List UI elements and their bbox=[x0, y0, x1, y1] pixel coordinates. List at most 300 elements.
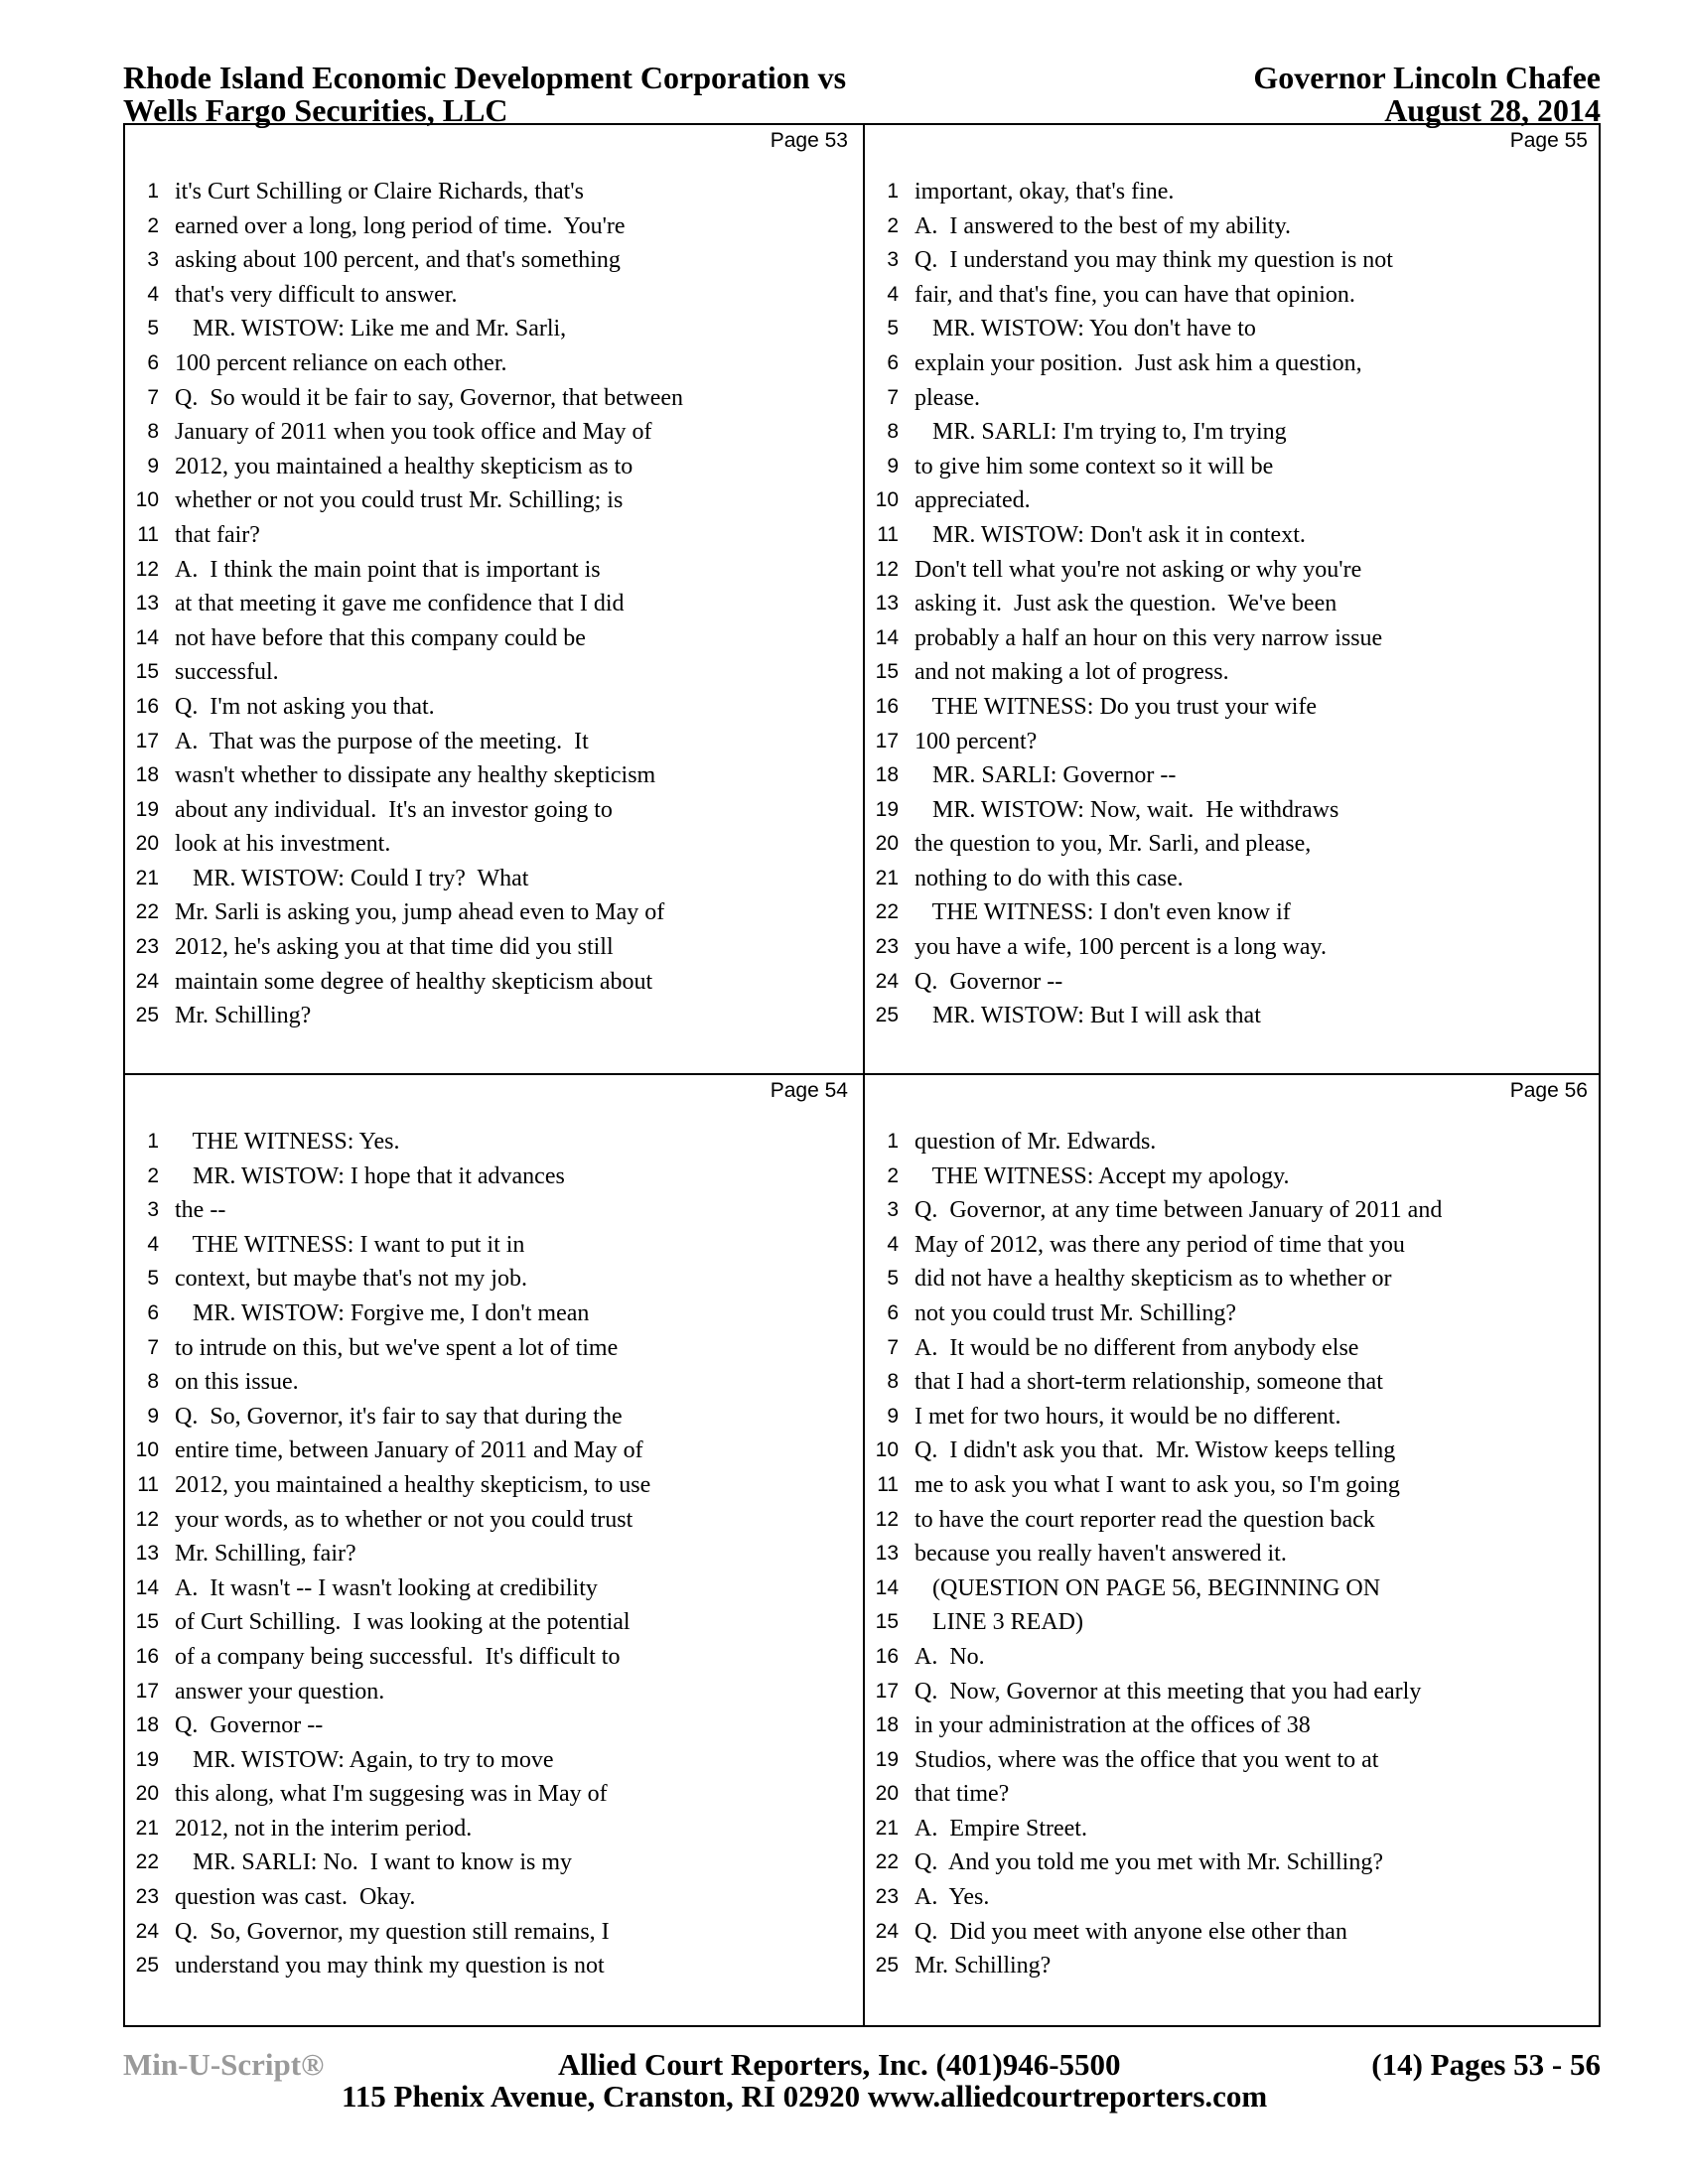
line-text: the question to you, Mr. Sarli, and please, bbox=[914, 831, 1312, 858]
line-number: 8 bbox=[147, 1370, 159, 1394]
case-title-line-1: Rhode Island Economic Development Corporation vs bbox=[123, 60, 847, 95]
line-number: 14 bbox=[875, 1575, 899, 1599]
line-number: 14 bbox=[135, 625, 159, 649]
line-text: your words, as to whether or not you could trust bbox=[175, 1506, 633, 1533]
line-number: 12 bbox=[875, 1507, 899, 1531]
line-number: 18 bbox=[875, 763, 899, 787]
transcript-line bbox=[125, 655, 862, 690]
line-number: 20 bbox=[875, 1782, 899, 1806]
transcript-line bbox=[865, 1262, 1602, 1297]
transcript-line bbox=[125, 621, 862, 656]
transcript-line bbox=[865, 621, 1602, 656]
line-number: 7 bbox=[887, 385, 899, 409]
transcript-line bbox=[125, 1743, 862, 1778]
line-number: 16 bbox=[875, 1644, 899, 1668]
line-text: Studios, where was the office that you went to at bbox=[914, 1746, 1379, 1773]
transcript-line bbox=[865, 758, 1602, 793]
transcript-line bbox=[125, 1193, 862, 1228]
line-text: about any individual. It's an investor going to bbox=[175, 796, 613, 823]
line-number: 25 bbox=[135, 1004, 159, 1027]
transcript-line bbox=[865, 518, 1602, 553]
page-number-label: Page 56 bbox=[1509, 1079, 1588, 1102]
transcript-line bbox=[125, 1845, 862, 1880]
line-number: 13 bbox=[875, 592, 899, 615]
line-number: 10 bbox=[875, 488, 899, 512]
line-text: MR. WISTOW: You don't have to bbox=[914, 316, 1256, 342]
line-text: me to ask you what I want to ask you, so I'm going bbox=[914, 1471, 1400, 1498]
line-text: THE WITNESS: I want to put it in bbox=[175, 1231, 525, 1258]
transcript-line bbox=[865, 1605, 1602, 1640]
line-number: 21 bbox=[875, 1816, 899, 1840]
line-number: 12 bbox=[875, 557, 899, 581]
line-text: A. I think the main point that is important is bbox=[175, 556, 601, 583]
line-number: 25 bbox=[875, 1004, 899, 1027]
line-number: 24 bbox=[875, 969, 899, 993]
line-number: 1 bbox=[887, 180, 899, 203]
transcript-line bbox=[865, 1571, 1602, 1606]
line-number: 14 bbox=[135, 1575, 159, 1599]
transcript-line bbox=[865, 930, 1602, 965]
line-text: this along, what I'm suggesing was in May of bbox=[175, 1781, 608, 1808]
line-text: Mr. Sarli is asking you, jump ahead even to May of bbox=[175, 899, 665, 926]
transcript-line bbox=[125, 1262, 862, 1297]
transcript-line bbox=[865, 1845, 1602, 1880]
transcript-line bbox=[865, 1433, 1602, 1468]
line-number: 23 bbox=[875, 1885, 899, 1909]
line-text: probably a half an hour on this very narrow issue bbox=[914, 624, 1383, 651]
transcript-line bbox=[125, 175, 862, 209]
transcript-line bbox=[865, 827, 1602, 862]
line-text: THE WITNESS: Accept my apology. bbox=[914, 1162, 1290, 1189]
line-number: 24 bbox=[135, 969, 159, 993]
transcript-line bbox=[865, 1365, 1602, 1400]
line-number: 13 bbox=[875, 1542, 899, 1566]
line-text: 100 percent? bbox=[914, 728, 1038, 754]
transcript-line bbox=[865, 1777, 1602, 1812]
transcript-page bbox=[125, 1075, 862, 2023]
line-number: 11 bbox=[137, 1472, 159, 1496]
transcript-page bbox=[865, 125, 1602, 1073]
line-number: 9 bbox=[887, 454, 899, 478]
line-text: to give him some context so it will be bbox=[914, 453, 1274, 479]
transcript-line bbox=[865, 1228, 1602, 1263]
transcript-line bbox=[865, 1675, 1602, 1709]
transcript-line bbox=[125, 999, 862, 1033]
line-text: in your administration at the offices of 38 bbox=[914, 1712, 1311, 1739]
line-number: 22 bbox=[135, 1850, 159, 1874]
line-text: and not making a lot of progress. bbox=[914, 659, 1229, 686]
line-number: 9 bbox=[887, 1404, 899, 1428]
line-number: 10 bbox=[135, 1438, 159, 1462]
line-text: MR. WISTOW: I hope that it advances bbox=[175, 1162, 565, 1189]
line-text: context, but maybe that's not my job. bbox=[175, 1266, 527, 1293]
deponent-info bbox=[1253, 62, 1601, 127]
line-text: LINE 3 READ) bbox=[914, 1609, 1083, 1636]
transcript-line bbox=[865, 725, 1602, 759]
transcript-line bbox=[865, 1125, 1602, 1160]
line-text: not you could trust Mr. Schilling? bbox=[914, 1299, 1236, 1326]
transcript-line bbox=[865, 655, 1602, 690]
line-number: 12 bbox=[135, 1507, 159, 1531]
transcript-line bbox=[125, 1777, 862, 1812]
transcript-line bbox=[125, 1400, 862, 1434]
line-number: 20 bbox=[135, 832, 159, 856]
line-number: 2 bbox=[147, 213, 159, 237]
transcript-line bbox=[125, 1571, 862, 1606]
line-text: that time? bbox=[914, 1781, 1010, 1808]
line-text: Q. Did you meet with anyone else other than bbox=[914, 1918, 1347, 1945]
transcript-line bbox=[125, 450, 862, 484]
line-text: A. It would be no different from anybody else bbox=[914, 1334, 1359, 1361]
transcript-line bbox=[125, 1812, 862, 1846]
line-text: explain your position. Just ask him a question, bbox=[914, 349, 1362, 376]
line-number: 8 bbox=[887, 1370, 899, 1394]
line-text: important, okay, that's fine. bbox=[914, 179, 1175, 205]
line-text: that's very difficult to answer. bbox=[175, 281, 458, 308]
line-text: that fair? bbox=[175, 521, 260, 548]
line-text: you have a wife, 100 percent is a long way. bbox=[914, 934, 1327, 961]
line-number: 4 bbox=[147, 282, 159, 306]
line-text: successful. bbox=[175, 659, 279, 686]
line-text: May of 2012, was there any period of time that you bbox=[914, 1231, 1405, 1258]
transcript-line bbox=[125, 1915, 862, 1950]
line-text: I met for two hours, it would be no different. bbox=[914, 1403, 1341, 1430]
transcript-line bbox=[865, 690, 1602, 725]
transcript-line bbox=[865, 175, 1602, 209]
transcript-line bbox=[125, 690, 862, 725]
line-number: 3 bbox=[887, 248, 899, 272]
line-number: 11 bbox=[877, 1472, 899, 1496]
line-text: the -- bbox=[175, 1197, 226, 1224]
transcript-line bbox=[865, 450, 1602, 484]
line-text: Q. Governor, at any time between January of 2011 and bbox=[914, 1197, 1443, 1224]
line-text: not have before that this company could be bbox=[175, 624, 586, 651]
line-number: 17 bbox=[875, 729, 899, 752]
line-text: MR. WISTOW: Don't ask it in context. bbox=[914, 521, 1306, 548]
transcript-line bbox=[125, 1605, 862, 1640]
line-number: 20 bbox=[135, 1782, 159, 1806]
line-text: it's Curt Schilling or Claire Richards, that's bbox=[175, 179, 584, 205]
line-number: 23 bbox=[135, 1885, 159, 1909]
line-number: 24 bbox=[135, 1919, 159, 1943]
transcript-line bbox=[125, 1228, 862, 1263]
line-text: 2012, not in the interim period. bbox=[175, 1815, 473, 1842]
transcript-page bbox=[865, 1075, 1602, 2023]
transcript-line bbox=[865, 346, 1602, 381]
line-text: THE WITNESS: Do you trust your wife bbox=[914, 693, 1318, 720]
transcript-line bbox=[865, 1193, 1602, 1228]
transcript-line bbox=[865, 1812, 1602, 1846]
line-number: 2 bbox=[147, 1163, 159, 1187]
transcript-line bbox=[865, 1915, 1602, 1950]
transcript-line bbox=[125, 1949, 862, 1983]
transcript-line bbox=[125, 1468, 862, 1503]
line-number: 17 bbox=[135, 729, 159, 752]
transcript-line bbox=[865, 553, 1602, 588]
line-text: THE WITNESS: I don't even know if bbox=[914, 899, 1291, 926]
transcript-grid bbox=[123, 123, 1601, 2027]
line-number: 13 bbox=[135, 1542, 159, 1566]
transcript-line bbox=[125, 1503, 862, 1538]
line-number: 18 bbox=[875, 1713, 899, 1737]
reporter-address: 115 Phenix Avenue, Cranston, RI 02920 www.alliedcourtreporters.com bbox=[342, 2079, 1268, 2114]
transcript-line bbox=[125, 518, 862, 553]
line-number: 5 bbox=[147, 1267, 159, 1291]
line-number: 15 bbox=[135, 1610, 159, 1634]
deposition-date: August 28, 2014 bbox=[1384, 92, 1601, 128]
line-text: Q. So, Governor, my question still remains, I bbox=[175, 1918, 610, 1945]
line-number: 20 bbox=[875, 832, 899, 856]
transcript-line bbox=[125, 793, 862, 828]
line-text: to have the court reporter read the question back bbox=[914, 1506, 1375, 1533]
line-number: 7 bbox=[147, 1335, 159, 1359]
line-number: 7 bbox=[887, 1335, 899, 1359]
line-text: MR. SARLI: I'm trying to, I'm trying bbox=[914, 419, 1287, 446]
transcript-line bbox=[865, 415, 1602, 450]
reporter-company: Allied Court Reporters, Inc. (401)946-5500 bbox=[558, 2047, 1121, 2082]
line-number: 22 bbox=[135, 900, 159, 924]
line-number: 19 bbox=[135, 1747, 159, 1771]
line-number: 18 bbox=[135, 763, 159, 787]
line-text: fair, and that's fine, you can have that opinion. bbox=[914, 281, 1355, 308]
line-text: A. Yes. bbox=[914, 1884, 990, 1911]
line-text: question was cast. Okay. bbox=[175, 1884, 416, 1911]
line-number: 15 bbox=[135, 660, 159, 684]
transcript-line bbox=[125, 862, 862, 896]
transcript-line bbox=[125, 209, 862, 244]
case-title-line-2: Wells Fargo Securities, LLC bbox=[123, 92, 508, 128]
line-text: earned over a long, long period of time. You're bbox=[175, 212, 626, 239]
line-text: at that meeting it gave me confidence that I did bbox=[175, 591, 625, 617]
line-number: 15 bbox=[875, 660, 899, 684]
line-text: 2012, he's asking you at that time did you still bbox=[175, 934, 614, 961]
line-number: 6 bbox=[887, 350, 899, 374]
transcript-line bbox=[125, 965, 862, 1000]
line-number: 21 bbox=[135, 866, 159, 889]
line-number: 5 bbox=[887, 1267, 899, 1291]
transcript-line bbox=[865, 1468, 1602, 1503]
transcript-line bbox=[125, 483, 862, 518]
transcript-line bbox=[125, 312, 862, 346]
line-number: 22 bbox=[875, 1850, 899, 1874]
deponent-name: Governor Lincoln Chafee bbox=[1253, 60, 1601, 95]
line-text: on this issue. bbox=[175, 1369, 299, 1396]
line-number: 8 bbox=[147, 420, 159, 444]
line-number: 16 bbox=[135, 1644, 159, 1668]
line-number: 23 bbox=[875, 935, 899, 959]
line-number: 17 bbox=[135, 1679, 159, 1703]
line-text: MR. WISTOW: Could I try? What bbox=[175, 865, 529, 891]
transcript-line bbox=[125, 278, 862, 313]
transcript-line bbox=[865, 1743, 1602, 1778]
line-text: wasn't whether to dissipate any healthy skepticism bbox=[175, 762, 656, 789]
transcript-line bbox=[865, 483, 1602, 518]
line-text: Q. Now, Governor at this meeting that you had early bbox=[914, 1678, 1422, 1705]
page-range: (14) Pages 53 - 56 bbox=[1371, 2047, 1601, 2082]
line-number: 25 bbox=[875, 1954, 899, 1978]
page-number-label: Page 53 bbox=[770, 129, 848, 152]
transcript-line bbox=[865, 1880, 1602, 1915]
line-text: understand you may think my question is not bbox=[175, 1953, 605, 1979]
transcript-line bbox=[865, 1331, 1602, 1366]
transcript-line bbox=[865, 793, 1602, 828]
line-number: 6 bbox=[147, 350, 159, 374]
case-title bbox=[123, 62, 846, 127]
transcript-line bbox=[865, 1160, 1602, 1194]
line-number: 4 bbox=[887, 282, 899, 306]
line-text: Q. I'm not asking you that. bbox=[175, 693, 435, 720]
line-text: Mr. Schilling? bbox=[914, 1953, 1052, 1979]
line-text: asking it. Just ask the question. We've been bbox=[914, 591, 1337, 617]
line-text: asking about 100 percent, and that's something bbox=[175, 247, 621, 274]
transcript-line bbox=[125, 1537, 862, 1571]
line-number: 5 bbox=[887, 317, 899, 341]
line-number: 25 bbox=[135, 1954, 159, 1978]
transcript-line bbox=[865, 895, 1602, 930]
line-text: answer your question. bbox=[175, 1678, 385, 1705]
line-number: 16 bbox=[135, 694, 159, 718]
line-number: 18 bbox=[135, 1713, 159, 1737]
line-number: 21 bbox=[875, 866, 899, 889]
line-text: A. Empire Street. bbox=[914, 1815, 1087, 1842]
line-number: 22 bbox=[875, 900, 899, 924]
line-number: 8 bbox=[887, 420, 899, 444]
line-number: 15 bbox=[875, 1610, 899, 1634]
line-text: Q. Governor -- bbox=[175, 1712, 324, 1739]
transcript-line bbox=[865, 209, 1602, 244]
transcript-line bbox=[865, 862, 1602, 896]
document-footer bbox=[123, 2047, 1601, 2116]
line-text: A. It wasn't -- I wasn't looking at credibility bbox=[175, 1574, 598, 1601]
line-number: 21 bbox=[135, 1816, 159, 1840]
line-number: 16 bbox=[875, 694, 899, 718]
line-number: 11 bbox=[877, 522, 899, 546]
line-number: 2 bbox=[887, 1163, 899, 1187]
transcript-line bbox=[125, 243, 862, 278]
line-number: 9 bbox=[147, 454, 159, 478]
transcript-line bbox=[865, 965, 1602, 1000]
line-text: MR. WISTOW: Like me and Mr. Sarli, bbox=[175, 316, 567, 342]
line-number: 4 bbox=[147, 1232, 159, 1256]
line-number: 3 bbox=[887, 1198, 899, 1222]
line-text: January of 2011 when you took office and May of bbox=[175, 419, 652, 446]
transcript-lines bbox=[125, 175, 862, 1033]
line-number: 19 bbox=[875, 797, 899, 821]
transcript-line bbox=[125, 553, 862, 588]
line-number: 6 bbox=[887, 1300, 899, 1324]
transcript-line bbox=[865, 999, 1602, 1033]
transcript-lines bbox=[865, 1125, 1602, 1983]
transcript-page bbox=[125, 125, 862, 1073]
line-text: Q. So would it be fair to say, Governor, that between bbox=[175, 384, 684, 411]
line-text: please. bbox=[914, 384, 980, 411]
line-number: 19 bbox=[875, 1747, 899, 1771]
line-text: that I had a short-term relationship, someone that bbox=[914, 1369, 1383, 1396]
line-number: 9 bbox=[147, 1404, 159, 1428]
line-text: nothing to do with this case. bbox=[914, 865, 1184, 891]
line-text: Don't tell what you're not asking or why you're bbox=[914, 556, 1362, 583]
transcript-line bbox=[865, 1503, 1602, 1538]
line-text: look at his investment. bbox=[175, 831, 391, 858]
transcript-line bbox=[125, 1880, 862, 1915]
line-text: (QUESTION ON PAGE 56, BEGINNING ON bbox=[914, 1574, 1381, 1601]
line-text: Q. Governor -- bbox=[914, 968, 1063, 995]
transcript-line bbox=[865, 1537, 1602, 1571]
transcript-line bbox=[865, 1949, 1602, 1983]
line-number: 7 bbox=[147, 385, 159, 409]
line-text: MR. WISTOW: Now, wait. He withdraws bbox=[914, 796, 1339, 823]
line-text: MR. WISTOW: Forgive me, I don't mean bbox=[175, 1299, 590, 1326]
line-number: 10 bbox=[875, 1438, 899, 1462]
line-text: Q. So, Governor, it's fair to say that during the bbox=[175, 1403, 623, 1430]
page-number-label: Page 54 bbox=[770, 1079, 848, 1102]
transcript-line bbox=[125, 1365, 862, 1400]
line-text: maintain some degree of healthy skepticism about bbox=[175, 968, 653, 995]
transcript-line bbox=[125, 1708, 862, 1743]
transcript-line bbox=[125, 346, 862, 381]
transcript-line bbox=[865, 243, 1602, 278]
transcript-line bbox=[125, 1433, 862, 1468]
line-text: whether or not you could trust Mr. Schilling; is bbox=[175, 487, 624, 514]
line-number: 3 bbox=[147, 248, 159, 272]
line-number: 4 bbox=[887, 1232, 899, 1256]
line-text: 2012, you maintained a healthy skepticism, to use bbox=[175, 1471, 651, 1498]
document-header bbox=[123, 62, 1601, 127]
line-number: 2 bbox=[887, 213, 899, 237]
transcript-line bbox=[125, 1125, 862, 1160]
line-text: Q. I understand you may think my question is not bbox=[914, 247, 1393, 274]
transcript-line bbox=[125, 587, 862, 621]
line-number: 24 bbox=[875, 1919, 899, 1943]
line-number: 1 bbox=[147, 180, 159, 203]
transcript-line bbox=[125, 1297, 862, 1331]
transcript-line bbox=[125, 895, 862, 930]
line-text: A. No. bbox=[914, 1643, 985, 1670]
line-number: 23 bbox=[135, 935, 159, 959]
line-number: 10 bbox=[135, 488, 159, 512]
transcript-line bbox=[865, 278, 1602, 313]
transcript-line bbox=[125, 1160, 862, 1194]
line-number: 1 bbox=[147, 1130, 159, 1153]
line-number: 19 bbox=[135, 797, 159, 821]
line-text: Mr. Schilling? bbox=[175, 1003, 312, 1029]
transcript-line bbox=[865, 1640, 1602, 1675]
line-text: 2012, you maintained a healthy skepticism as to bbox=[175, 453, 633, 479]
line-text: MR. SARLI: Governor -- bbox=[914, 762, 1177, 789]
line-text: 100 percent reliance on each other. bbox=[175, 349, 507, 376]
min-u-script-brand: Min-U-Script® bbox=[123, 2047, 325, 2082]
line-number: 1 bbox=[887, 1130, 899, 1153]
line-text: A. That was the purpose of the meeting. It bbox=[175, 728, 589, 754]
transcript-line bbox=[125, 415, 862, 450]
line-number: 13 bbox=[135, 592, 159, 615]
transcript-line bbox=[865, 1708, 1602, 1743]
page-number-label: Page 55 bbox=[1509, 129, 1588, 152]
transcript-line bbox=[125, 930, 862, 965]
transcript-line bbox=[865, 587, 1602, 621]
transcript-lines bbox=[125, 1125, 862, 1983]
line-text: MR. WISTOW: Again, to try to move bbox=[175, 1746, 554, 1773]
line-text: question of Mr. Edwards. bbox=[914, 1129, 1157, 1155]
line-text: THE WITNESS: Yes. bbox=[175, 1129, 400, 1155]
transcript-line bbox=[125, 758, 862, 793]
transcript-line bbox=[125, 725, 862, 759]
transcript-line bbox=[865, 1297, 1602, 1331]
line-text: Mr. Schilling, fair? bbox=[175, 1541, 356, 1568]
transcript-line bbox=[125, 827, 862, 862]
line-text: A. I answered to the best of my ability. bbox=[914, 212, 1292, 239]
transcript-line bbox=[865, 312, 1602, 346]
